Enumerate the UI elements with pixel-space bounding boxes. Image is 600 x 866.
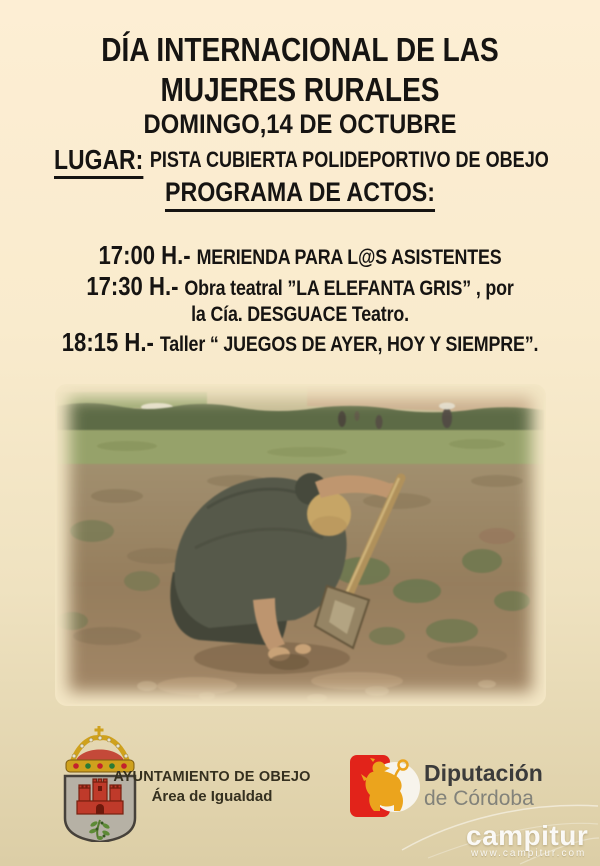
- program-heading-text: PROGRAMA DE ACTOS:: [165, 177, 435, 212]
- diputacion-line-2: de Córdoba: [424, 787, 534, 810]
- location-value: PISTA CUBIERTA POLIDEPORTIVO DE OBEJO: [149, 147, 549, 172]
- schedule-time: 17:00 H.-: [98, 240, 191, 270]
- field-photo-illustration: [57, 386, 544, 704]
- schedule-item-1700: [45, 240, 555, 271]
- crown: [66, 726, 134, 772]
- schedule-text: la Cía. DESGUACE Teatro.: [191, 303, 409, 326]
- campitur-watermark: campitur: [466, 820, 589, 851]
- diputacion-line-1: Diputación: [424, 760, 543, 786]
- schedule-time: 17:30 H.-: [86, 271, 179, 301]
- program-heading: [42, 177, 558, 212]
- ayuntamiento-line-2: Área de Igualdad: [151, 788, 273, 805]
- poster-title: [45, 30, 555, 110]
- field-photo: [57, 386, 544, 704]
- title-line-1: DÍA INTERNACIONAL DE LAS: [101, 31, 499, 68]
- ayuntamiento-label: [106, 768, 318, 806]
- schedule-time: 18:15 H.-: [61, 327, 154, 357]
- ayuntamiento-line-1: AYUNTAMIENTO DE OBEJO: [113, 769, 311, 785]
- schedule-text: MERIENDA PARA L@S ASISTENTES: [196, 246, 502, 269]
- event-date: DOMINGO,14 DE OCTUBRE: [143, 109, 457, 139]
- schedule-item-1730: [45, 271, 555, 302]
- title-line-2: MUJERES RURALES: [160, 71, 440, 108]
- location-label: LUGAR:: [54, 144, 143, 179]
- schedule-item-1815: [45, 327, 555, 358]
- schedule-item-1730-continuation: [45, 303, 555, 327]
- campitur-watermark-url: www.campitur.com: [471, 848, 587, 859]
- schedule-text: Obra teatral ”LA ELEFANTA GRIS” , por: [184, 277, 514, 300]
- schedule-text: Taller “ JUEGOS DE AYER, HOY Y SIEMPRE”.: [159, 333, 539, 356]
- event-location: [54, 144, 549, 179]
